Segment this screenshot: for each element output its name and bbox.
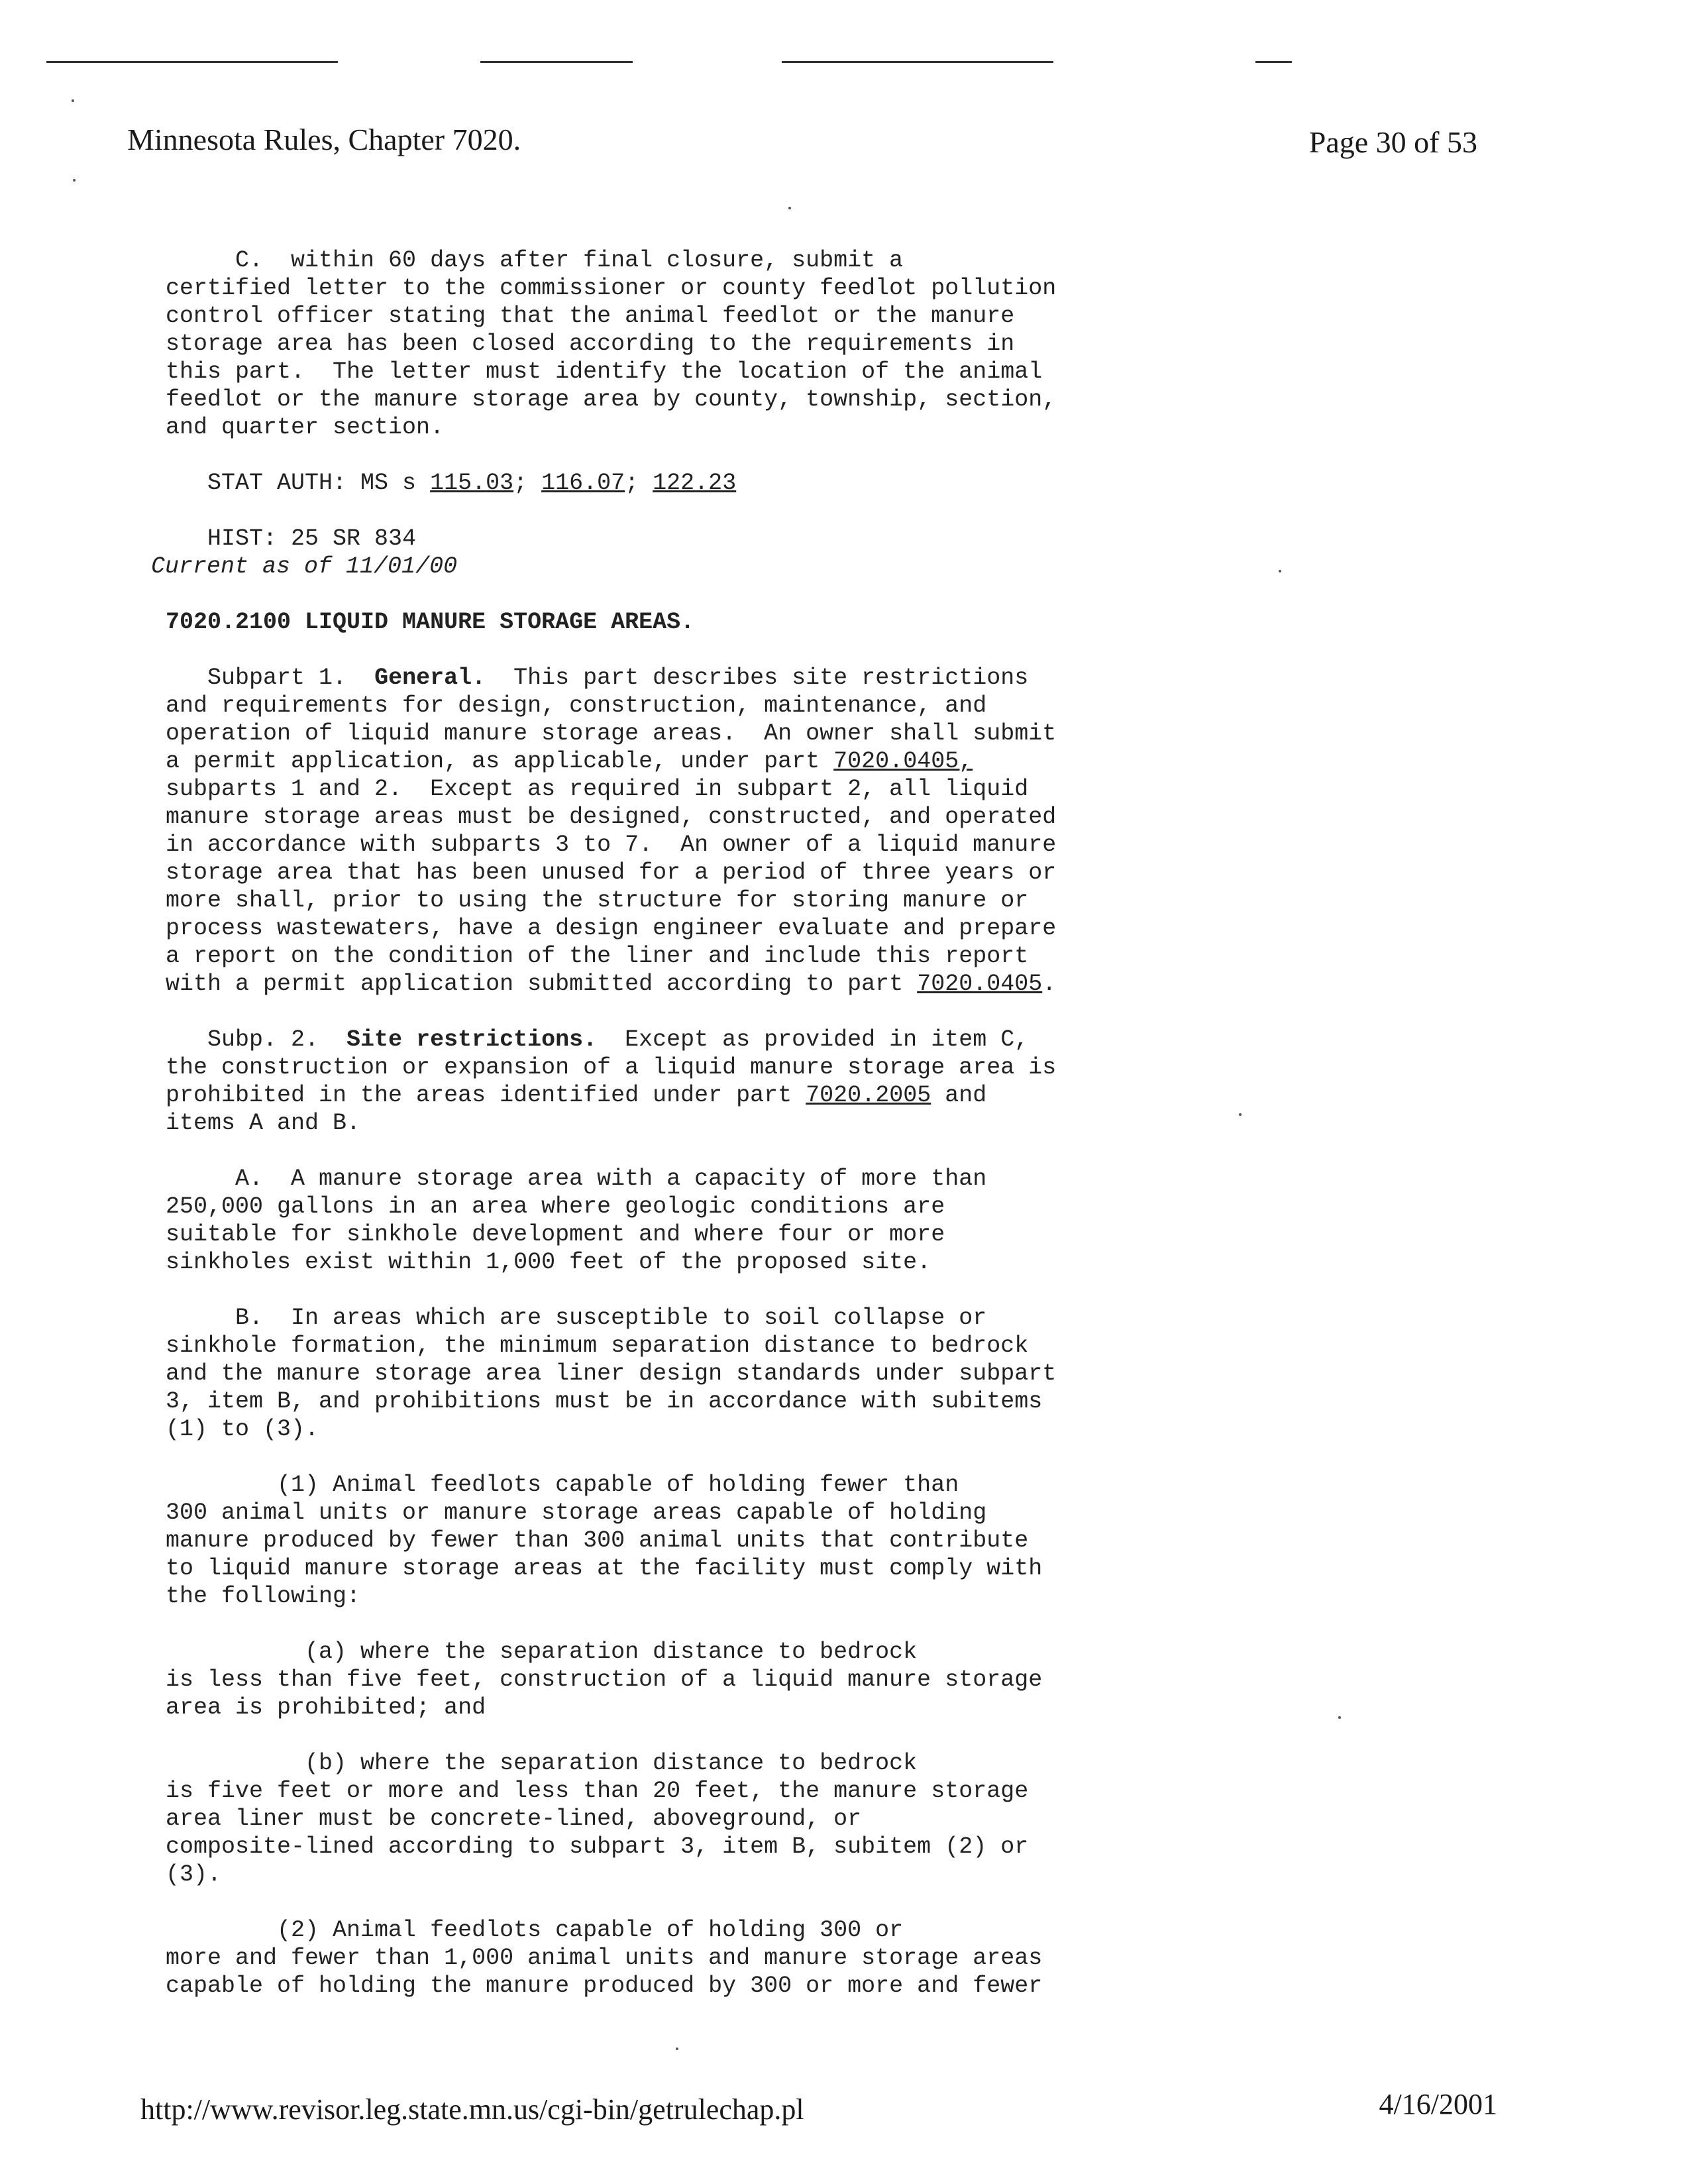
part-link-7020-2005[interactable]: 7020.2005	[806, 1082, 931, 1109]
stat-auth: STAT AUTH: MS s 115.03; 116.07; 122.23	[166, 470, 737, 496]
header-rule	[480, 61, 633, 63]
header-title: Minnesota Rules, Chapter 7020.	[127, 123, 521, 156]
item-c-line: and quarter section.	[166, 414, 445, 441]
header-rule	[46, 61, 338, 63]
subitem-1: (1) Animal feedlots capable of holding fewer than 300 animal units or manure storage areas capable of holding manure produced by fewer than 300 animal units that contribute to liquid manure storage areas at the facility must comply with the following:	[166, 1472, 1043, 1610]
part-link-7020-0405[interactable]: 7020.0405	[917, 971, 1043, 997]
scan-speck	[1239, 1113, 1242, 1116]
scan-speck	[676, 2048, 678, 2050]
scan-speck	[1279, 570, 1281, 573]
item-b: B. In areas which are susceptible to soil collapse or sinkhole formation, the minimum separation distance to bedrock and the manure storage area liner design standards under subpart 3, item B, and prohibitions must be in accordance with subitems (1) to (3).	[166, 1305, 1057, 1443]
stat-link-116-07[interactable]: 116.07	[541, 470, 625, 496]
item-c-line: control officer stating that the animal feedlot or the manure	[166, 303, 1015, 329]
subitem-1b: (b) where the separation distance to bedrock is five feet or more and less than 20 feet, the manure storage area liner must be concrete-lined, aboveground, or composite-lined according to subpart 3, item B, subitem (2) or (3).	[166, 1750, 1029, 1888]
subpart-1-heading: General.	[374, 665, 486, 691]
subp-2-heading: Site restrictions.	[346, 1026, 598, 1053]
stat-link-115-03[interactable]: 115.03	[430, 470, 514, 496]
item-c-line: storage area has been closed according to the requirements in	[166, 331, 1015, 357]
scan-speck	[788, 207, 791, 209]
document-body: C. within 60 days after final closure, submit a certified letter to the commissioner or county feedlot pollution control officer stating that the animal feedlot or the manure storage area has been closed according to the requirements in this part. The letter must identify the location of the animal feedlot or the manure storage area by county, township, section, and quarter section. STAT AUTH: MS s 115.03; 116.07; 122.23 HIST: 25 SR 834 Current as of 11/01/00 7020.2100 LIQUID MANURE STORAGE AREAS. Subpart 1. General. This part describes site restrictions and requirements for design, construction, maintenance, and operation of liquid manure storage areas. An owner shall submit a permit application, as applicable, under part 7020.0405, subparts 1 and 2. Except as required in subpart 2, all liquid manure storage areas must be designed, constructed, and operated in accordance with subparts 3 to 7. An owner of a liquid manure storage area that has been unused for a period of three years or more shall, prior to using the structure for storing manure or process wastewaters, have a design engineer evaluate and prepare a report on the condition of the liner and include this report with a permit application submitted according to part 7020.0405. Subp. 2. Site restrictions. Except as provided in item C, the construction or expansion of a liquid manure storage area is prohibited in the areas identified under part 7020.2005 and items A and B. A. A manure storage area with a capacity of more than 250,000 gallons in an area where geologic conditions are suitable for sinkhole development and where four or more sinkholes exist within 1,000 feet of the proposed site. B. In areas which are susceptible to soil collapse or sinkhole formation, the minimum separation distance to bedrock and the manure storage area liner design standards under subpart 3, item B, and prohibitions must be in accordance with subitems (1) to (3). (1) Animal feedlots capable of holding fewer than 300 animal units or manure storage areas capable of holding manure produced by fewer than 300 animal units that contribute to liquid manure storage areas at the facility must comply with the following: (a) where the separation distance to bedrock is less than five feet, construction of a liquid manure storage area is prohibited; and (b) where the separation distance to bedrock is five feet or more and less than 20 feet, the manure storage area liner must be concrete-lined, aboveground, or composite-lined according to subpart 3, item B, subitem (2) or (3). (2) Animal feedlots capable of holding 300 or more and fewer than 1,000 animal units and manure storage areas capable of holding the manure produced by 300 or more and fewer	[151, 247, 1057, 1999]
footer-date: 4/16/2001	[1379, 2088, 1497, 2120]
header-rule	[782, 61, 1053, 63]
header-rule	[1255, 61, 1292, 63]
history: HIST: 25 SR 834	[166, 525, 417, 552]
subitem-1a: (a) where the separation distance to bedrock is less than five feet, construction of a liquid manure storage area is prohibited; and	[166, 1639, 1043, 1721]
section-heading: 7020.2100 LIQUID MANURE STORAGE AREAS.	[166, 609, 695, 635]
item-c-line: C. within 60 days after final closure, submit a	[166, 247, 904, 274]
part-link-7020-0405[interactable]: 7020.0405,	[833, 748, 973, 775]
item-c-line: certified letter to the commissioner or county feedlot pollution	[166, 275, 1057, 301]
page-number: Page 30 of 53	[1308, 125, 1477, 159]
scan-speck	[72, 99, 74, 102]
scan-speck	[73, 179, 76, 182]
current-as-of: Current as of 11/01/00	[151, 553, 458, 580]
stat-link-122-23[interactable]: 122.23	[653, 470, 737, 496]
item-c	[166, 247, 1056, 441]
subitem-2: (2) Animal feedlots capable of holding 300 or more and fewer than 1,000 animal units and manure storage areas capable of holding the manure produced by 300 or more and fewer	[166, 1917, 1043, 1999]
scan-speck	[1338, 1716, 1341, 1719]
item-c-line: this part. The letter must identify the location of the animal	[166, 358, 1043, 385]
item-a: A. A manure storage area with a capacity of more than 250,000 gallons in an area where geologic conditions are suitable for sinkhole development and where four or more sinkholes exist within 1,000 feet of the proposed site.	[166, 1166, 987, 1276]
item-c-line: feedlot or the manure storage area by county, township, section,	[166, 386, 1057, 413]
footer-url: http://www.revisor.leg.state.mn.us/cgi-bin/getrulechap.pl	[140, 2093, 804, 2126]
